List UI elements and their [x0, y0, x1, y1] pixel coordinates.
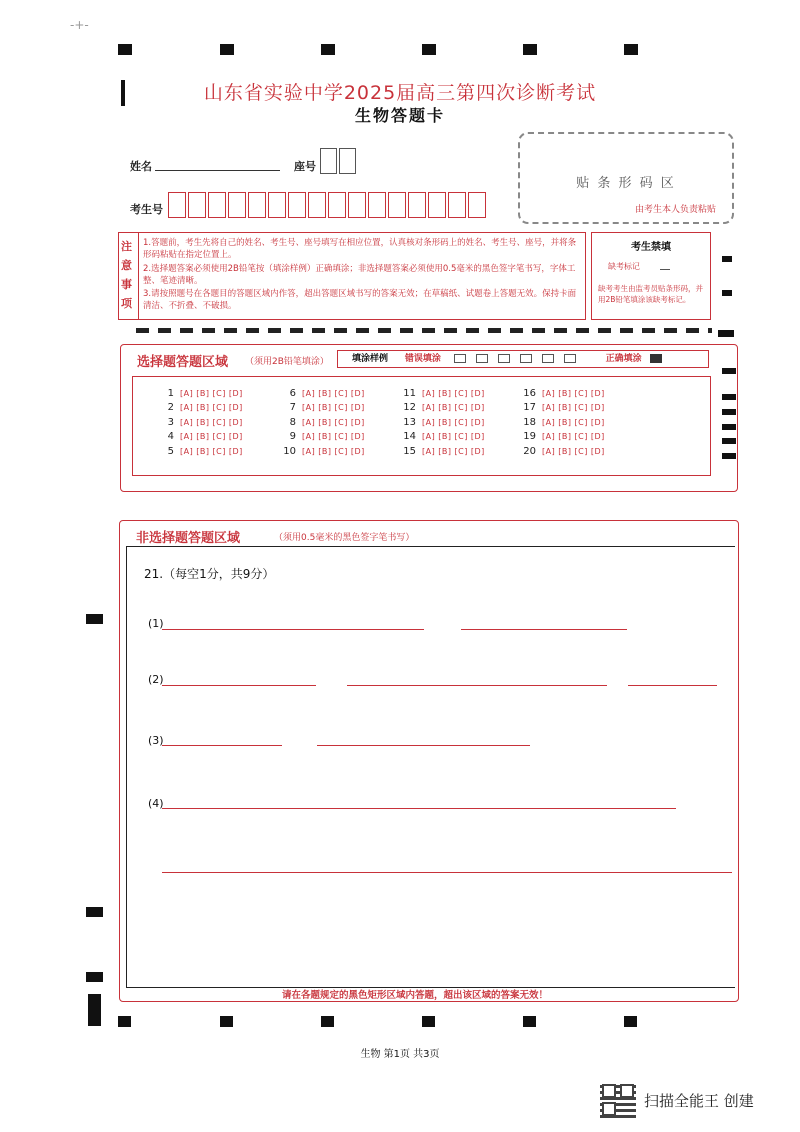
part-4-label: (4): [148, 797, 164, 810]
part-3-label: (3): [148, 734, 164, 747]
answer-line-2c[interactable]: [628, 685, 717, 686]
seat-box-2[interactable]: [339, 148, 356, 174]
absent-label: 缺考标记: [608, 262, 640, 271]
answer-line-3b[interactable]: [317, 745, 530, 746]
notice-item-3: 3.请按照题号在各题目的答题区域内作答，超出答题区域书写的答案无效；在草稿纸、试题卷上答题无效。保持卡面清洁、不折叠、不破损。: [143, 289, 577, 311]
status-box: [591, 232, 711, 320]
qr-code-icon: [600, 1082, 636, 1118]
question-row[interactable]: 9 [A] [B] [C] [D]: [289, 431, 365, 442]
absent-mark-box[interactable]: [660, 263, 670, 270]
sheet-subtitle: 生物答题卡: [354, 106, 445, 125]
question-row[interactable]: 3 [A] [B] [C] [D]: [167, 417, 243, 428]
corner-crosshair: -+-: [70, 18, 89, 32]
seat-box-1[interactable]: [320, 148, 337, 174]
correct-sample-icon: [650, 354, 662, 363]
question-row[interactable]: 15 [A] [B] [C] [D]: [403, 446, 485, 457]
question-row[interactable]: 5 [A] [B] [C] [D]: [167, 446, 243, 457]
dash-separator: [136, 328, 712, 333]
wrong-sample-icon: [454, 354, 466, 363]
wrong-sample-icon: [542, 354, 554, 363]
question-row[interactable]: 8 [A] [B] [C] [D]: [289, 417, 365, 428]
barcode-note: 由考生本人负责粘贴: [634, 205, 716, 215]
question-21-heading: 21.（每空1分，共9分）: [144, 567, 275, 581]
sample-label: 填涂样例: [352, 354, 389, 364]
notice-box: [118, 232, 586, 320]
question-row[interactable]: 19 [A] [B] [C] [D]: [523, 431, 605, 442]
question-row[interactable]: 10 [A] [B] [C] [D]: [283, 446, 365, 457]
wrong-sample-icon: [564, 354, 576, 363]
answer-line-3a[interactable]: [162, 745, 282, 746]
question-row[interactable]: 20 [A] [B] [C] [D]: [523, 446, 605, 457]
wrong-sample-icon: [498, 354, 510, 363]
answer-line-1a[interactable]: [162, 629, 424, 630]
question-row[interactable]: 4 [A] [B] [C] [D]: [167, 431, 243, 442]
fill-legend: [337, 350, 709, 368]
notice-item-1: 1.答题前，考生先将自己的姓名、考生号、座号填写在相应位置，认真核对条形码上的姓名、考生号、座号，并将条形码粘贴在指定位置上。: [143, 238, 577, 260]
barcode-label: 贴 条 形 码 区: [576, 176, 676, 191]
question-row[interactable]: 1 [A] [B] [C] [D]: [167, 388, 243, 399]
wrong-sample-icon: [476, 354, 488, 363]
notice-side-label: 注意事项: [121, 240, 132, 310]
notice-item-2: 2.选择题答案必须使用2B铅笔按（填涂样例）正确填涂；非选择题答案必须使用0.5毫米的黑色签字笔书写，字体工整、笔迹清晰。: [143, 264, 576, 286]
answer-line-1b[interactable]: [461, 629, 627, 630]
student-id-label: 考生号: [130, 203, 163, 216]
correct-label: 正确填涂: [605, 354, 642, 364]
nonchoice-title: 非选择题答题区域: [136, 531, 241, 546]
question-row[interactable]: 7 [A] [B] [C] [D]: [289, 402, 365, 413]
answer-line-2b[interactable]: [347, 685, 607, 686]
nonchoice-answer-box: [126, 546, 735, 988]
part-1-label: (1): [148, 617, 164, 630]
status-title: 考生禁填: [631, 242, 671, 253]
status-note: 缺考考生由监考员贴条形码，并用2B铅笔填涂该缺考标记。: [598, 284, 703, 304]
scanner-watermark: 扫描全能王 创建: [644, 1092, 754, 1110]
exam-title: 山东省实验中学2025届高三第四次诊断考试: [203, 82, 597, 104]
question-row[interactable]: 6 [A] [B] [C] [D]: [289, 388, 365, 399]
question-row[interactable]: 18 [A] [B] [C] [D]: [523, 417, 605, 428]
choice-instruction: （须用2B铅笔填涂）: [245, 357, 329, 367]
name-field[interactable]: [155, 170, 280, 171]
question-row[interactable]: 13 [A] [B] [C] [D]: [403, 417, 485, 428]
nonchoice-instruction: （须用0.5毫米的黑色签字笔书写）: [274, 533, 415, 543]
name-label: 姓名: [130, 160, 152, 173]
barcode-area[interactable]: [518, 132, 734, 224]
question-row[interactable]: 12 [A] [B] [C] [D]: [403, 402, 485, 413]
choice-title: 选择题答题区域: [137, 355, 229, 370]
page-footer: 生物 第1页 共3页: [360, 1049, 440, 1060]
answer-line-4a[interactable]: [162, 808, 676, 809]
question-row[interactable]: 16 [A] [B] [C] [D]: [523, 388, 605, 399]
question-row[interactable]: 2 [A] [B] [C] [D]: [167, 402, 243, 413]
student-id-boxes[interactable]: [168, 192, 488, 218]
question-row[interactable]: 11 [A] [B] [C] [D]: [403, 388, 485, 399]
part-2-label: (2): [148, 673, 164, 686]
wrong-sample-icon: [520, 354, 532, 363]
answer-line-4b[interactable]: [162, 872, 732, 873]
seat-label: 座号: [294, 160, 316, 173]
answer-line-2a[interactable]: [162, 685, 316, 686]
question-row[interactable]: 14 [A] [B] [C] [D]: [403, 431, 485, 442]
question-row[interactable]: 17 [A] [B] [C] [D]: [523, 402, 605, 413]
wrong-label: 错误填涂: [404, 354, 441, 364]
region-warning: 请在各题规定的黑色矩形区域内答题，超出该区域的答案无效！: [282, 990, 549, 1001]
